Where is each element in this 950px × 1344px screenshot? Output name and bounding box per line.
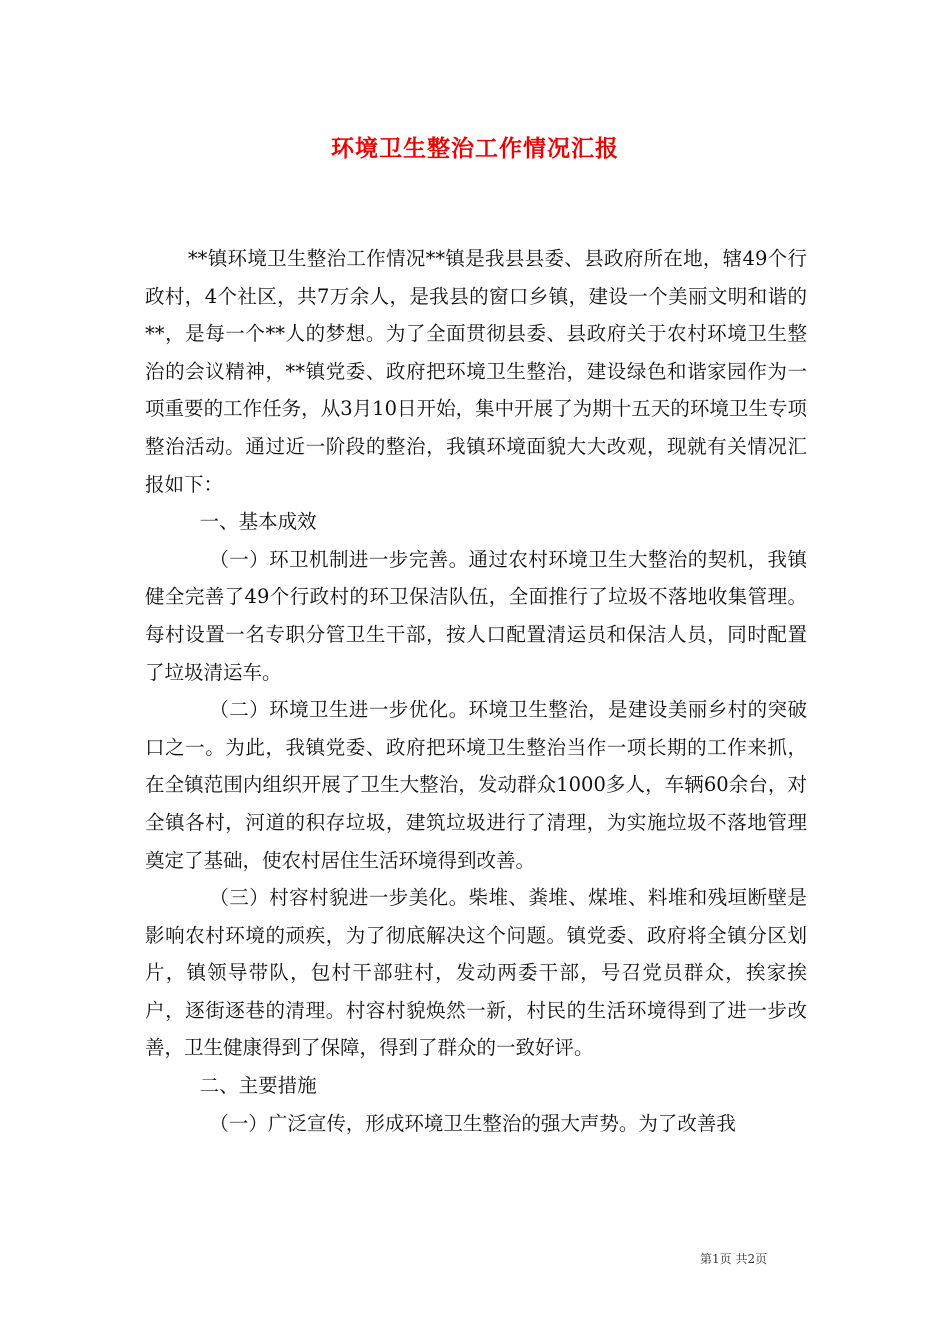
paragraph-publicity: （一）广泛宣传，形成环境卫生整治的强大声势。为了改善我: [209, 1111, 736, 1135]
page-number-footer: 第1页 共2页: [700, 1252, 768, 1266]
paragraph-sanitation-mechanism: （一）环卫机制进一步完善。通过农村环境卫生大整治的契机，我镇健全完善了49个行政村的环卫保洁队伍，全面推行了垃圾不落地收集管理。每村设置一名专职分管卫生干部，按人口配置清运员和保洁人员，同时配置了垃圾清运车。: [145, 547, 807, 684]
section-heading-basic-results: 一、基本成效: [199, 510, 317, 534]
section-heading-main-measures: 二、主要措施: [199, 1074, 317, 1098]
paragraph-village-appearance: （三）村容村貌进一步美化。柴堆、粪堆、煤堆、料堆和残垣断壁是影响农村环境的顽疾，为了彻底解决这个问题。镇党委、政府将全镇分区划片，镇领导带队，包村干部驻村，发动两委干部，号召党员群众，挨家挨户，逐街逐巷的清理。村容村貌焕然一新，村民的生活环境得到了进一步改善，卫生健康得到了保障，得到了群众的一致好评。: [145, 886, 807, 1060]
paragraph-environment-optimization: （二）环境卫生进一步优化。环境卫生整治，是建设美丽乡村的突破口之一。为此，我镇党委、政府把环境卫生整治当作一项长期的工作来抓，在全镇范围内组织开展了卫生大整治，发动群众1000多人，车辆60余台，对全镇各村，河道的积存垃圾，建筑垃圾进行了清理，为实施垃圾不落地管理奠定了基础，使农村居住生活环境得到改善。: [145, 698, 807, 872]
paragraph-intro: **镇环境卫生整治工作情况**镇是我县县委、县政府所在地，辖49个行政村，4个社区，共7万余人，是我县的窗口乡镇，建设一个美丽文明和谐的**，是每一个**人的梦想。为了全面贯彻县委、县政府关于农村环境卫生整治的会议精神，**镇党委、政府把环境卫生整治，建设绿色和谐家园作为一项重要的工作任务，从3月10日开始，集中开展了为期十五天的环境卫生专项整治活动。通过近一阶段的整治，我镇环境面貌大大改观，现就有关情况汇报如下：: [145, 247, 807, 496]
document-title: 环境卫生整治工作情况汇报: [331, 135, 619, 162]
document-body: [145, 240, 807, 1142]
